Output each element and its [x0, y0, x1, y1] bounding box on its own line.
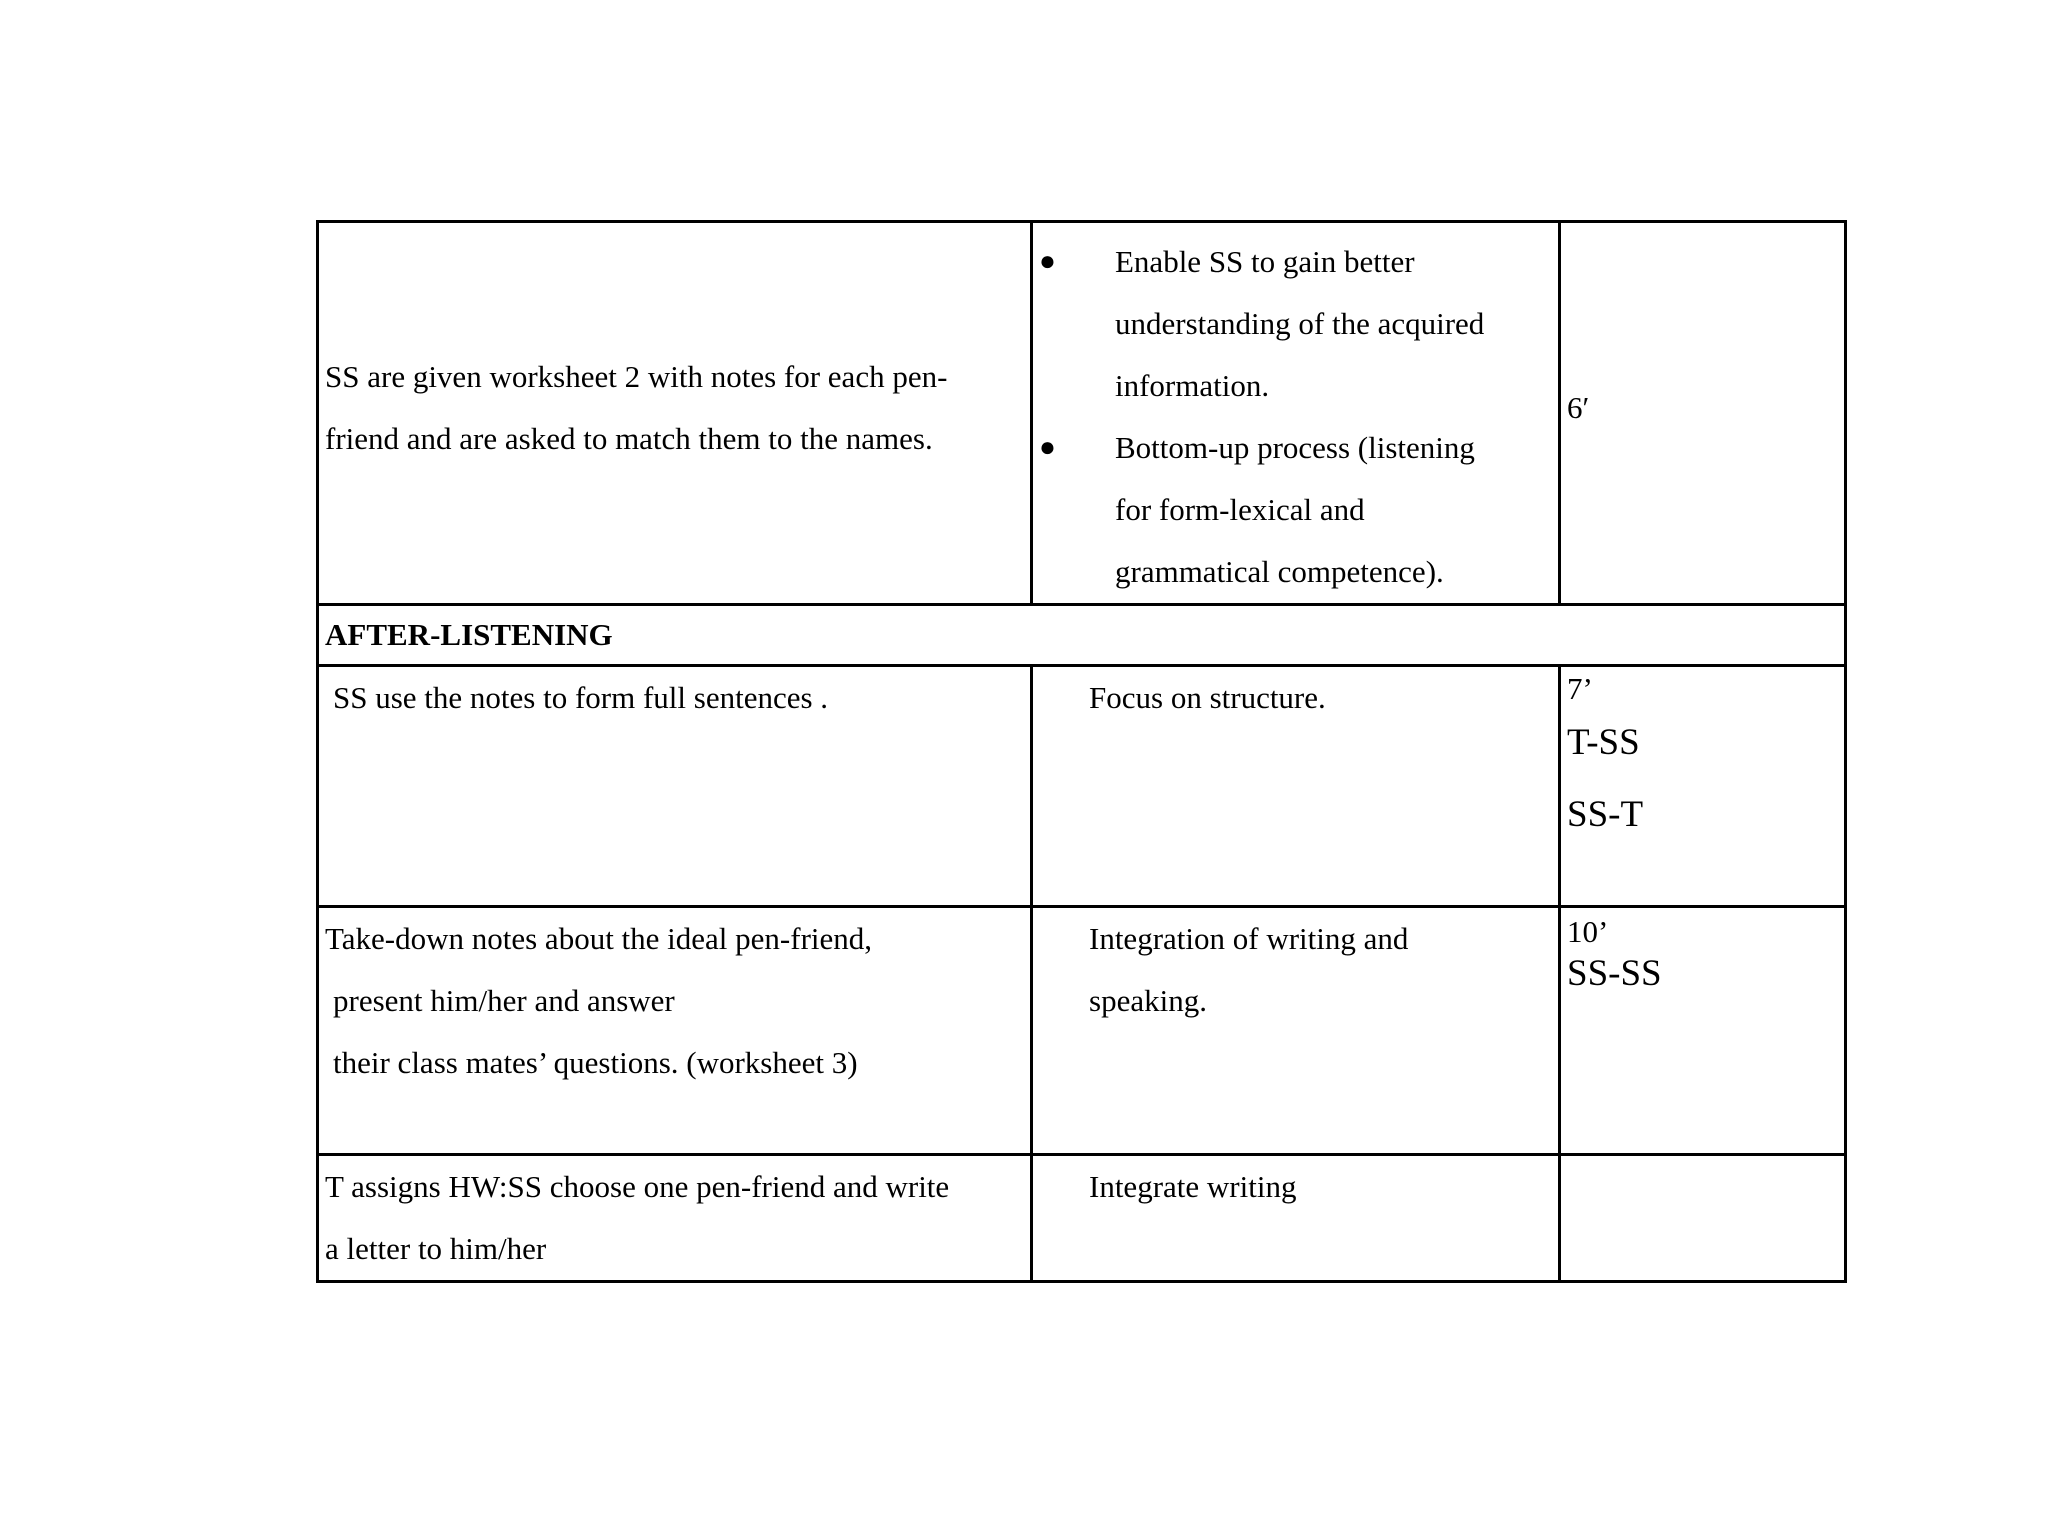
activity-cell — [318, 907, 1032, 1155]
activity-line: Take-down notes about the ideal pen-friend, — [325, 921, 873, 956]
bullet-icon: ● — [1039, 246, 1056, 277]
time-value: 7’ — [1567, 671, 1593, 706]
aims-cell — [1032, 222, 1560, 605]
aims-cell — [1032, 666, 1560, 907]
aim-line: information. — [1115, 368, 1270, 403]
aim-line: Enable SS to gain better — [1115, 244, 1415, 279]
interaction-label: SS-T — [1567, 794, 1644, 835]
activity-line: a letter to him/her — [325, 1231, 547, 1266]
activity-cell — [318, 1155, 1032, 1282]
table-row — [318, 222, 1846, 605]
activity-cell — [318, 666, 1032, 907]
aim-text: Focus on structure. — [1089, 680, 1326, 715]
section-heading: AFTER-LISTENING — [325, 617, 613, 652]
activity-line: SS are given worksheet 2 with notes for each pen- — [325, 359, 948, 394]
section-cell — [318, 605, 1846, 666]
time-cell — [1560, 1155, 1846, 1282]
section-row — [318, 605, 1846, 666]
aim-line: understanding of the acquired — [1115, 306, 1485, 341]
aims-cell — [1032, 907, 1560, 1155]
activity-line: friend and are asked to match them to the names. — [325, 421, 933, 456]
aim-line: Bottom-up process (listening — [1115, 430, 1475, 465]
table-row — [318, 907, 1846, 1155]
time-cell — [1560, 666, 1846, 907]
time-cell — [1560, 222, 1846, 605]
activity-cell — [318, 222, 1032, 605]
activity-line: present him/her and answer — [333, 983, 675, 1018]
activity-text: SS use the notes to form full sentences . — [333, 680, 829, 715]
aim-line: grammatical competence). — [1115, 554, 1444, 589]
lesson-plan-table — [316, 220, 1847, 1283]
bullet-icon: ● — [1039, 432, 1056, 463]
time-value: 10’ — [1567, 914, 1609, 949]
activity-line: their class mates’ questions. (worksheet 3) — [333, 1045, 858, 1080]
list-item — [1033, 231, 1558, 417]
time-value: 6′ — [1567, 390, 1590, 425]
time-cell — [1560, 907, 1846, 1155]
table-row — [318, 666, 1846, 907]
interaction-label: SS-SS — [1567, 953, 1662, 994]
aim-text: Integrate writing — [1089, 1169, 1297, 1204]
aim-line: for form-lexical and — [1115, 492, 1365, 527]
aim-line: speaking. — [1089, 983, 1207, 1018]
list-item — [1033, 417, 1558, 603]
aims-list — [1033, 223, 1558, 603]
interaction-label: T-SS — [1567, 722, 1640, 763]
table-row — [318, 1155, 1846, 1282]
activity-line: T assigns HW:SS choose one pen-friend and write — [325, 1169, 950, 1204]
aims-cell — [1032, 1155, 1560, 1282]
aim-line: Integration of writing and — [1089, 921, 1409, 956]
